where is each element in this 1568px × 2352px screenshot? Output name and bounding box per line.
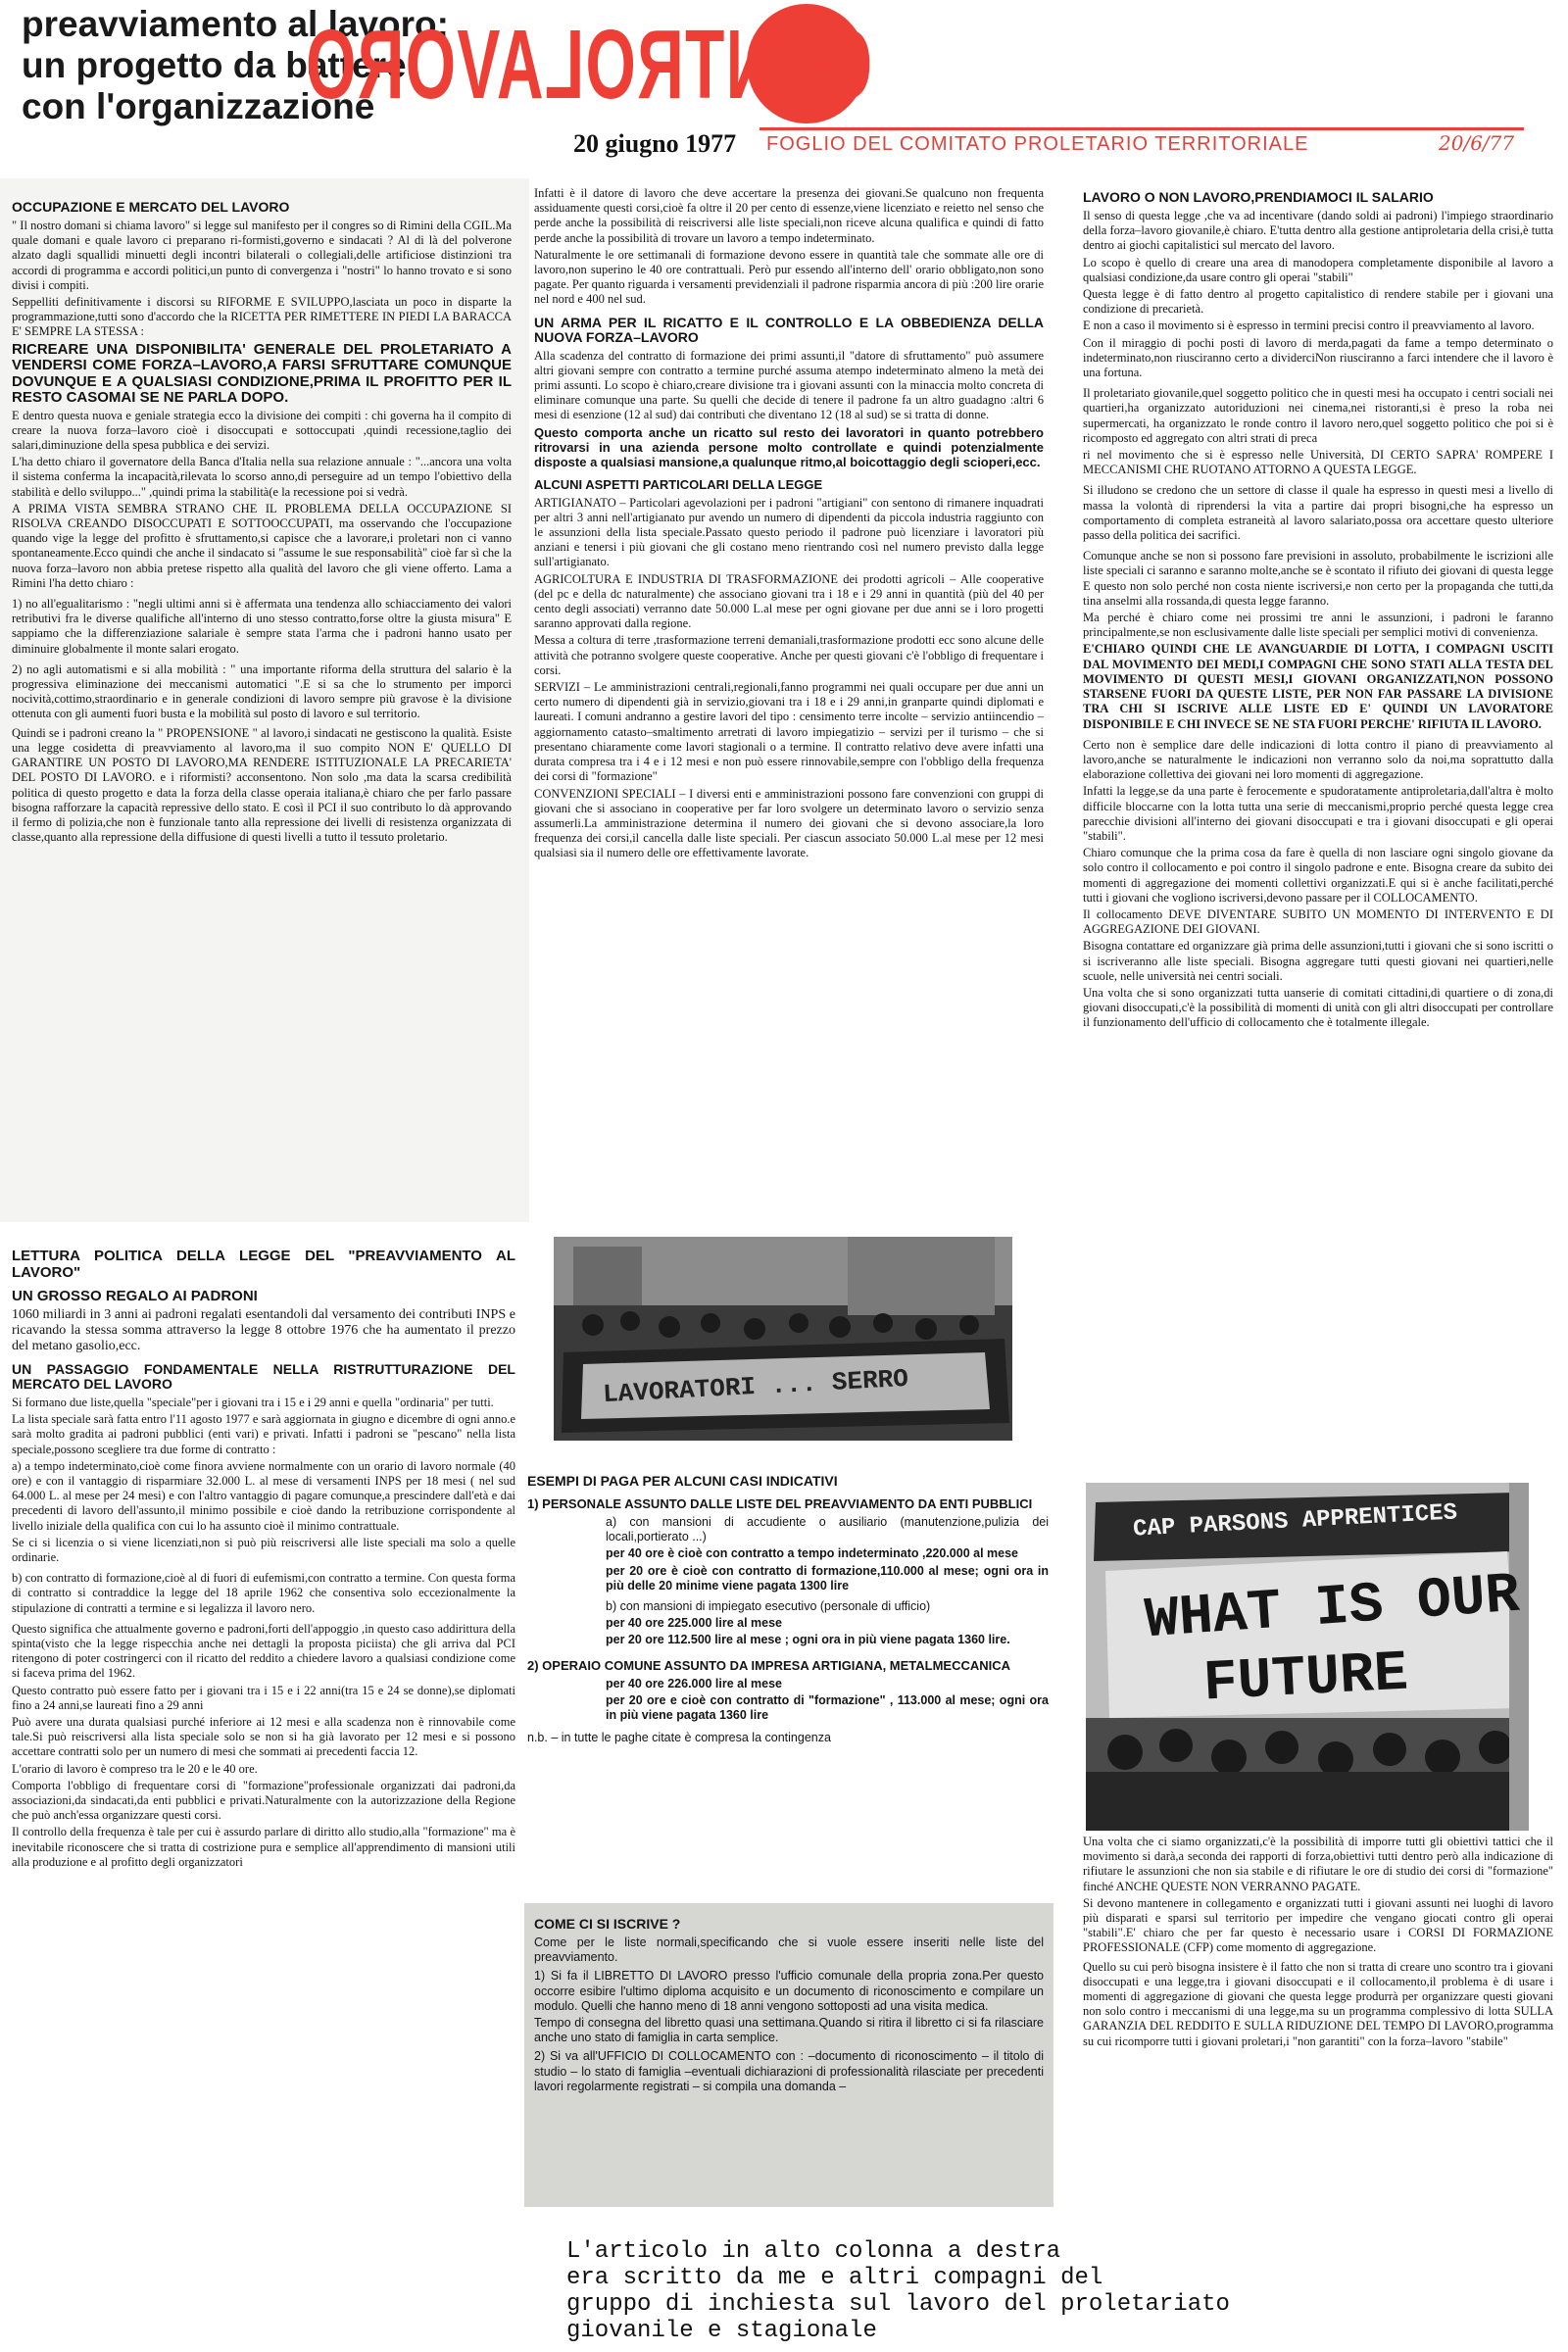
left-top-column [12,192,512,1211]
paragraph: Una volta che ci siamo organizzati,c'è la possibilità di imporre tutti gli obiettivi tattici che il movimento si darà,a seconda dei rapporti di forza,obiettivi tutti dentro però alla indicazione di rifiutare le assunzioni che non sia stabile e di rifiutare le ore di studio dei corsi di "formazione" finché ANCHE QUESTE NON VERRANNO PAGATE. [1083,1835,1553,1893]
paragraph: 2) Si va all'UFFICIO DI COLLOCAMENTO con : –documento di riconoscimento – il titolo di studio – lo stato di famiglia –eventuali dichiarazioni di professionalità rilasciate per precedenti lavori regolarmente registrati – si compila una domanda – [534,2049,1044,2093]
footer-note [566,2238,1546,2344]
section-title-regalo: UN GROSSO REGALO AI PADRONI [12,1288,258,1304]
paragraph: 1) no all'egualitarismo : "negli ultimi anni si è affermata una tendenza allo schiacciamento dei valori retributivi fra le diverse qualifiche all'interno di uno stesso contratto,forse oltre la giusta misura" E sappiamo che la differenziazione salariale è sempre stata l'arma che i padroni hanno usato per diminuire globalmente il monte salari erogato. [12,597,512,656]
paragraph: Come per le liste normali,specificando che si vuole essere inseriti nelle liste del preavviamento. [534,1936,1044,1965]
paragraph: Il senso di questa legge ,che va ad incentivare (dando soldi ai padroni) l'impiego straordinario della forza–lavoro giovanile,è chiaro. E'tutta dentro alla gestione antiproletaria della crisi,è tutta dentro ai giochi capitalistici sul mercato del lavoro. [1083,209,1553,253]
sign-line-2: WHAT IS OUR [1143,1563,1522,1654]
highlight-paragraph: RICREARE UNA DISPONIBILITA' GENERALE DEL PROLETARIATO A VENDERSI COME FORZA–LAVORO,A FARSI SFRUTTARE COMUNQUE DOVUNQUE E A QUALSIASI CONDIZIONE,PRIMA IL PROFITTO PER IL RESTO CASOMAI SE NE PARLA DOPO. [12,340,512,407]
pay-case-c [527,1677,1049,1724]
pay-heading-2: 2) OPERAIO COMUNE ASSUNTO DA IMPRESA ARTIGIANA, METALMECCANICA [527,1657,1011,1673]
paragraph: Bisogna contattare ed organizzare già prima delle assunzioni,tutti i giovani che si sono iscritti o si iscriveranno alle liste speciali. Bisogna aggregare tutti questi giovani nei quartieri,nelle scuole, nelle università nei centri sociali. [1083,939,1553,983]
section-title-ricatto: UN ARMA PER IL RICATTO E IL CONTROLLO E LA OBBEDIENZA DELLA NUOVA FORZA–LAVORO [534,314,1044,345]
pay-heading-1: 1) PERSONALE ASSUNTO DALLE LISTE DEL PREAVVIAMENTO DA ENTI PUBBLICI [527,1496,1033,1511]
demonstration-photo-left [554,1237,1012,1441]
demonstration-photo-graphic [554,1237,1012,1441]
paragraph: Chiaro comunque che la prima cosa da fare è quella di non lasciare ogni singolo giovane da solo contro il collocamento e poi contro il singolo padrone e ente. Bisogna creare da subito dei momenti di aggregazione dei momenti collettivi organizzati.E qui si è anche facilitati,perché tutti i giovani che vogliono iscriversi,devono passare per il COLLOCAMENTO. [1083,846,1553,905]
paragraph: 1) Si fa il LIBRETTO DI LAVORO presso l'ufficio comunale della propria zona.Per questo occorre esibire l'ultimo diploma acquisito e un documento di riconoscimento e compilare un modulo. Quelli che hanno meno di 18 anni vengono sottoposti ad una visita medica. [534,1969,1044,2013]
paragraph: Può avere una durata qualsiasi purché inferiore ai 12 mesi e alla scadenza non è rinnovabile come tale.Si può reiscriversi alla lista speciale solo se non si ha già lavorato per 12 mesi e si possono accettare contratti solo per un numero di mesi che sommati ai precedenti faccia 12. [12,1715,515,1759]
section-title-salario: LAVORO O NON LAVORO,PRENDIAMOCI IL SALARIO [1083,189,1434,205]
paragraph: Si illudono se credono che un settore di classe il quale ha espresso in questi mesi a livello di massa la volontà di riprendersi la vita a partire dai propri bisogni,che ha espresso un comportamento di completa estraneità al lavoro salariato,possa ora accettare questo ulteriore passo della politica dei sacrifici. [1083,483,1553,543]
paragraph: La lista speciale sarà fatta entro l'11 agosto 1977 e sarà aggiornata in giugno e dicembre di ogni anno.e sarà molto gradita ai padroni pubblici (enti vari) e privati. Infatti i padroni se "pescano" nella lista speciale,possono scegliere tra due forme di contratto : [12,1412,515,1456]
pay-note: n.b. – in tutte le paghe citate è compresa la contingenza [527,1731,831,1745]
right-bottom-column [1083,1835,1553,2231]
pay-line: per 20 ore e cioè con contratto di "formazione" , 113.000 al mese; ogni ora in più viene pagata 1360 lire [606,1692,1049,1723]
paragraph: a) a tempo indeterminato,cioè come finora avviene normalmente con un orario di lavoro normale (40 ore) e con il vantaggio di risparmiare 32.000 L. al mese di versamenti INPS per 18 mesi ( nel sud 64.000 L. al mese per 24 mesi) e con l'altro vantaggio di pagare comunque,a prescindere dall'età e dai precedenti di lavoro dell'assunto,il minimo possibile e cioè dando la retribuzione corrispondente al livello iniziale della qualifica con cui lo ha assunto cioè il minimo contrattuale. [12,1458,515,1533]
paragraph: " Il nostro domani si chiama lavoro" si legge sul manifesto per il congres so di Rimini della CGIL.Ma quale domani e quale lavoro ci preparano ri-formisti,governo e sindacati ? Al di là del polverone alzato dagli squallidi minuetti degli incontri bilaterali o collegiali,delle artificiose distinzioni tra accordi di programma e accordi politici,un punto di convergenza i "nostri" lo hanno trovato e si sono divisi i compiti. [12,219,512,292]
paragraph: Infatti la legge,se da una parte è ferocemente e spudoratamente antiproletaria,dall'altra è molto difficile bloccarne con la lotta tutta una serie di meccanismi,proprio perché questa legge crea parecchie divisioni all'interno dei giovani disoccupati e tra i giovani disoccupati e gli operai "stabili". [1083,784,1553,843]
paragraph: Una volta che si sono organizzati tutta uanserie di comitati cittadini,di quartiere o di zona,di giovani disoccupati,c'è la possibilità di momenti di unità con gli altri disoccupati per controllare il funzionamento dell'ufficio di collocamento che è totalmente illegale. [1083,985,1553,1030]
paragraph: Alla scadenza del contratto di formazione dei primi assunti,il "datore di sfruttamento" può assumere altri giovani sempre con contratto a termine purché assuma atempo indeterminato almeno la metà dei primi assunti. Lo scopo è chiaro,creare divisione tra i giovani assunti con la minaccia molto concreta di eliminare comunque una parte. Su quelli che decide di tenere il padrone fa un altro guadagno :altri 6 mesi di esenzione (12 al sud) dai contributi che diventano 12 (18 al sud) se si tratta di donne. [534,348,1044,422]
headline-line-2: un progetto da battere [22,45,407,85]
pay-line: per 40 ore 226.000 lire al mese [606,1676,782,1690]
paragraph: Certo non è semplice dare delle indicazioni di lotta contro il piano di preavviamento al lavoro,anche se naturalmente le indicazioni non verranno solo da noi,ma soprattutto dalla elaborazione collettiva dei giovani nei loro momenti di aggregazione. [1083,737,1553,782]
pay-line: per 20 ore 112.500 lire al mese ; ogni ora in più viene pagata 1360 lire. [606,1633,1010,1647]
headline-line-3: con l'organizzazione [22,86,375,126]
paragraph: Il proletariato giovanile,quel soggetto politico che in questi mesi ha occupato i centri sociali nei quartieri,ha organizzato autoriduzioni nei cinema,nei ristoranti,si è preso la roba nei supermercati, ha organizzato le ronde contro il lavoro nero,quel soggetto politico che poi si è ricomposto ed aggregato con altri strati di preca [1083,386,1553,445]
paragraph: Lo scopo è quello di creare una area di manodopera completamente disponibile al lavoro a qualsiasi condizione,da usare contro gli operai "stabili" [1083,255,1553,284]
paragraph: b) con contratto di formazione,cioè al di fuori di eufemismi,con contratto a termine. Con questa forma di contratto si contraddice la legge del 18 aprile 1962 che consentiva solo eccezionalmente la stipulazione di contratti a termine e si legalizza il lavoro nero. [12,1571,515,1615]
pay-case-a [527,1515,1049,1648]
pay-line: per 20 ore è cioè con contratto di formazione,110.000 al mese; ogni ora in più delle 20 minime viene pagata 1300 lire [606,1563,1049,1592]
paragraph: Messa a coltura di terre ,trasformazione terreni demaniali,trasformazione prodotti ecc sono alcune delle attività che potranno svolgere queste cooperative. Anche per questi giovani c'è l'obbligo di frequentare i corsi. [534,633,1044,677]
paragraph: ARTIGIANATO – Particolari agevolazioni per i padroni "artigiani" con sentono di rimanere inquadrati per altri 3 anni nell'artigianato pur avendo un numero di dipendenti da piccola industria raggiunto con le assunzioni della lista speciale.Passato questo periodo il padrone può licenziare i lavoratori più anziani e tenersi i più giovani che gli costano meno rientrando così nel numero previsto dalla legge sull'artigianato. [534,495,1044,569]
pay-case-a-title: a) con mansioni di accudiente o ausiliario (manutenzione,pulizia dei locali,portierato ...) [606,1515,1049,1544]
sign-line-3: FUTURE [1201,1642,1410,1717]
section-title-occupazione: OCCUPAZIONE E MERCATO DEL LAVORO [12,199,290,215]
pay-line: per 40 ore 225.000 lire al mese [606,1616,782,1631]
demonstration-photo-right [1086,1483,1529,1831]
right-top-column [1083,182,1553,1476]
footer-note-line: giovanile e stagionale [566,2318,877,2344]
paragraph: Quindi se i padroni creano la " PROPENSIONE " al lavoro,i sindacati ne gestiscono la qualità. Esiste una legge cosidetta di preavviamento al lavoro,ma il suo compito NON E' QUELLO DI GARANTIRE UN POSTO DI LAVORO,MA RENDERE ISTITUZIONALE LA PRECARIETA' DEL POSTO DI LAVORO. e i riformisti? acconsentono. Non solo ,ma data la scarsa credibilità politica di questo progetto e data la forza della classe operaia italiana,è chiaro che per farlo passare bisogna rafforzare la capacità repressive dello stato. E così il PCI il suo contributo lo dà approvando il fermo di polizia,che non è funzionale tanto alla repressione dei livelli di resistenza organizzata di classe,quanto alla repressione della diffusione di questi livelli a tutto il tessuto proletario. [12,725,512,845]
paragraph: Comunque anche se non si possono fare previsioni in assoluto, probabilmente le iscrizioni alle liste speciali ci saranno e saranno molte,anche se è scontato il rifiuto dei giovani di questa legge E questo non solo perché non costa niente iscriversi,e non certo per la propaganda che tutti,da tina anselmi alla rossanda,di questa legge faranno. [1083,549,1553,608]
paragraph: Quello su cui però bisogna insistere è il fatto che non si tratta di creare uno scontro tra i giovani disoccupati e una legge,tra i giovani disoccupati e il collocamento,il problema è di usare i momenti di aggregazione di giovani che questa legge produrrà per organizzare questi giovani non solo contro i meccanismi di una legge,ma su un programma complessivo di lotta SULLA GARANZIA DEL REDDITO E SULLA RIDUZIONE DEL TEMPO DI LAVORO,programma su cui ricomporre tutti i giovani proletari,i "non garantiti" con la forza–lavoro "stabile" [1083,1959,1553,2048]
middle-top-column [534,186,1044,1186]
paragraph: Questa legge è di fatto dentro al progetto capitalistico di rendere stabile per i giovani una condizione di precarietà. [1083,287,1553,317]
paragraph: Ma perché è chiaro come nei prossimi tre anni le assunzioni, i padroni le faranno principalmente,se non esclusivamente dalle liste speciali per semplici motivi di convenienza. [1083,611,1553,640]
iscrive-title: COME CI SI ISCRIVE ? [534,1916,681,1932]
pay-examples [527,1466,1049,1887]
paragraph: Se ci si licenzia o si viene licenziati,non si può più reiscriversi alle liste speciali ma solo a quelle ordinarie. [12,1535,515,1565]
highlight-paragraph: Questo comporta anche un ricatto sul resto dei lavoratori in quanto potrebbero ritrovarsi in una azienda persone molto controllate e quindi potenzialmente disposte a qualsiasi mansione,a qualunque ritmo,al boicottaggio degli scioperi,ecc. [534,424,1044,469]
paragraph: L'orario di lavoro è compreso tra le 20 e le 40 ore. [12,1761,258,1776]
masthead-rule [760,127,1524,130]
banner-text: LAVORATORI ... SERRO [602,1363,909,1410]
masthead-subtitle: FOGLIO DEL COMITATO PROLETARIO TERRITORIALE [766,133,1309,155]
highlight-paragraph: E'CHIARO QUINDI CHE LE AVANGUARDIE DI LOTTA, I COMPAGNI USCITI DAL MOVIMENTO DEI MEDI,I COMPAGNI CHE SONO STATI ALLA TESTA DEL MOVIMENTO DI QUESTI MESI,I GIOVANI ORGANIZZATI,NON POSSONO STARSENE FUORI DA QUESTE LISTE, PER NON FAR PASSARE LA DIVISIONE TRA CHI SI ISCRIVE ALLE LISTE ED E' QUINDI UN LAVORATORE DISPONIBILE E CHI INVECE SE NE STA FUORI PERCHE' RIFIUTA IL LAVORO. [1083,642,1553,731]
paragraph: SERVIZI – Le amministrazioni centrali,regionali,fanno programmi nei quali occupare per due anni un certo numero di dipendenti già in servizio,giovani tra i 18 e i 29 anni,in granparte quindi diplomati e laureati. I comuni andranno a gestire lavori del tipo : censimento terre incolte – servizio antiincendio – aggiornamento catasto–smaltimento arretrati di lavoro impiegatizio – servizi per il turismo – che si presentano chiaramente come lavori stagionali o a termine. Il contratto relativo deve avere infatti una durata compresa tra i 4 e i 12 mesi e non può essere rinnovabile,sempre con l'obbligo della frequenza dei corsi di "formazione" [534,680,1044,784]
paragraph: ri nel movimento che si è espresso nelle Università, DI CERTO SAPRA' ROMPERE I MECCANISMI CHE RUOTANO ATTORNO A QUESTA LEGGE. [1083,448,1553,477]
paragraph: 1060 miliardi in 3 anni ai padroni regalati esentandoli dal versamento dei contributi INPS e ricavando la stessa somma attraverso la legge 8 ottobre 1976 che ha aumentato il prezzo del metano gasolio,ecc. [12,1307,515,1353]
paragraph: Seppelliti definitivamente i discorsi su RIFORME E SVILUPPO,lasciata un poco in disparte la programmazione,tutti sono d'accordo che la RICETTA PER RIMETTERE IN PIEDI LA BARACCA E' SEMPRE LA STESSA : [12,295,512,339]
paragraph: Si formano due liste,quella "speciale"per i giovani tra i 15 e i 29 anni e quella "ordinaria" per tutti. [12,1396,494,1409]
paragraph: A PRIMA VISTA SEMBRA STRANO CHE IL PROBLEMA DELLA OCCUPAZIONE SI RISOLVA CREANDO DISOCCUPATI E SOTTOOCCUPATI, ma osservando che l'occupazione quando vige la legge del profitto è sfruttamento,si capisce che a lavorare,i proletari non ci vanno spontaneamente.Ecco quindi che anche il sindacato si "assume le sue responsabilità" cioè far sì che la nuova forza–lavoro non abbia pretese rispetto alla qualità del lavoro che gli viene offerto. Lama a Rimini l'ha detto chiaro : [12,501,512,590]
paragraph: Naturalmente le ore settimanali di formazione devono essere in quantità tale che sommate alle ore di lavoro,non superino le 40 ore contrattuali. Però pur essendo all'interno dell' orario obbligato,non sono pagate. Per quanto riguarda i versamenti previdenziali il padrone risparmia ancora di più :200 lire orarie nel nord e 400 nel sud. [534,247,1044,307]
paragraph: Il collocamento DEVE DIVENTARE SUBITO UN MOMENTO DI INTERVENTO E DI AGGREGAZIONE DEI GIOVANI. [1083,906,1553,937]
paragraph: Si devono mantenere in collegamento e organizzati tutti i giovani assunti nei luoghi di lavoro più disparati e sparsi sul territorio per impedire che vengano giocati contro gli operai "stabili".E' chiaro che per far questo è necessario usare i CORSI DI FORMAZIONE PROFESSIONALE (CFP) come momento di aggregazione. [1083,1895,1553,1955]
sign-line-1: CAP PARSONS APPRENTICES [1132,1499,1458,1544]
paragraph: 2) no agli automatismi e si alla mobilità : " una importante riforma della struttura del salario è la progressiva eliminazione dei meccanismi automatici ".E si sa che lo strumento per imporci nocività,cottimo,straordinario e in generale condizioni di lavoro sempre più gravose è la divisione ottenuta con gli aumenti fuori busta e la mobilità sul posto di lavoro e sul territorio. [12,662,512,721]
pay-case-b-title: b) con mansioni di impiegato esecutivo (personale di ufficio) [606,1599,931,1614]
left-bottom-column [12,1240,515,2220]
headline-line-1: preavviamento al lavoro: [22,4,449,44]
iscrive-column [534,1909,1044,2203]
paragraph: CONVENZIONI SPECIALI – I diversi enti e amministrazioni possono fare convenzioni con gruppi di giovani che si associano in cooperative per far loro svolgere un determinato lavoro o servizio senza assumerli.La amministrazione determina il numero dei giovani che si devono associare,la loro frequenza dei corsi,il cancella dalle liste speciali. Per ciascun associato 50.000 L.al mese per 12 mesi qualsiasi sia il numero delle ore effettivamente lavorate. [534,786,1044,860]
footer-note-line: gruppo di inchiesta sul lavoro del proletariato [566,2291,1230,2318]
pay-title: ESEMPI DI PAGA PER ALCUNI CASI INDICATIVI [527,1473,838,1489]
paragraph: AGRICOLTURA E INDUSTRIA DI TRASFORMAZIONE dei prodotti agricoli – Alle cooperative (del pc e della dc naturalmente) che associano giovani tra i 18 e i 29 anni in quantità (più del 40 per cento degli associati) verranno date 50.000 L.al mese per ogni giovane per due anni se i loro progetti saranno approvati dalla regione. [534,571,1044,631]
paragraph: Questo significa che attualmente governo e padroni,forti dell'appoggio ,in questo caso addirittura della spinta(visto che la legge rispecchia anche nei dettagli la proposta piciista) che gli arriva dal PCI ritengono di poter costringerci con il ricatto del reddito a chiedere lavoro a qualsiasi condizione come si faceva prima del 1962. [12,1621,515,1681]
paragraph: Comporta l'obbligo di frequentare corsi di "formazione"professionale organizzati dai padroni,da associazioni,da sindacati,da enti pubblici e privati.Naturalmente con la autorizzazione della Regione che può anch'essa organizzare questi corsi. [12,1778,515,1823]
section-title-lettura: LETTURA POLITICA DELLA LEGGE DEL "PREAVVIAMENTO AL LAVORO" [12,1248,515,1281]
section-title-passaggio: UN PASSAGGIO FONDAMENTALE NELLA RISTRUTTURAZIONE DEL MERCATO DEL LAVORO [12,1361,515,1392]
footer-note-line: L'articolo in alto colonna a destra [566,2238,1061,2265]
issue-date: 20 giugno 1977 [573,129,737,158]
paragraph: Questo contratto può essere fatto per i giovani tra i 15 e i 22 anni(tra 15 e 24 se donne),se diplomati fino a 24 anni,se laureati fino a 29 anni [12,1683,515,1712]
paragraph: Con il miraggio di pochi posti di lavoro di merda,pagati da fame a tempo determinato o indeterminato,non riusciranno certo a dividerciNon riusciranno a farci intendere che il lavoro è una fortuna. [1083,335,1553,380]
paragraph: E dentro questa nuova e geniale strategia ecco la divisione dei compiti : chi governa ha il compito di creare la nuova forza–lavoro cioè i disoccupati e sottoccupati ,quindi recessione,taglio dei salari,diminuzione della spesa pubblica e dei servizi. [12,408,512,453]
section-title-aspetti: ALCUNI ASPETTI PARTICOLARI DELLA LEGGE [534,476,823,492]
masthead-logo: CONTROLAVORO [304,10,872,120]
paragraph: Infatti è il datore di lavoro che deve accertare la presenza dei giovani.Se qualcuno non frequenta assiduamente questi corsi,cioè fa oltre il 20 per cento di essenze,viene licenziato e reietto nel senso che perde anche la possibilità di reiscriversi alle liste speciali,non riceve alcuna qualifica e quindi di fatto perde anche la possibilità di trovare un lavoro a tempo indeterminato. [534,186,1044,245]
handwritten-date: 20/6/77 [1439,131,1515,155]
footer-note-line: era scritto da me e altri compagni del [566,2265,1103,2291]
pay-line: per 40 ore è cioè con contratto a tempo indeterminato ,220.000 al mese [606,1546,1018,1561]
paragraph: L'ha detto chiaro il governatore della Banca d'Italia nella sua relazione annuale : "...ancora una volta il sistema conferma la incapacità,rilevata lo scorso anno,di perseguire ad un tempo l'obiettivo della stabilità e dello sviluppo..." ,quindi prima la stabilità(e la recessione poi si vedrà. [12,455,512,499]
paragraph: Il controllo della frequenza è tale per cui è assurdo parlare di diritto allo studio,alla "formazione" ma è inevitabile riconoscere che si tratta di costrizione pura e semplice all'apprendimento di mansioni utili alla produzione e al profitto degli organizzatori [12,1825,515,1869]
paragraph: E non a caso il movimento si è espresso in termini precisi contro il preavviamento al lavoro. [1083,318,1535,333]
paragraph: Tempo di consegna del libretto quasi una settimana.Quando si ritira il libretto ci si fa rilasciare anche uno stato di famiglia in carta semplice. [534,2016,1044,2045]
